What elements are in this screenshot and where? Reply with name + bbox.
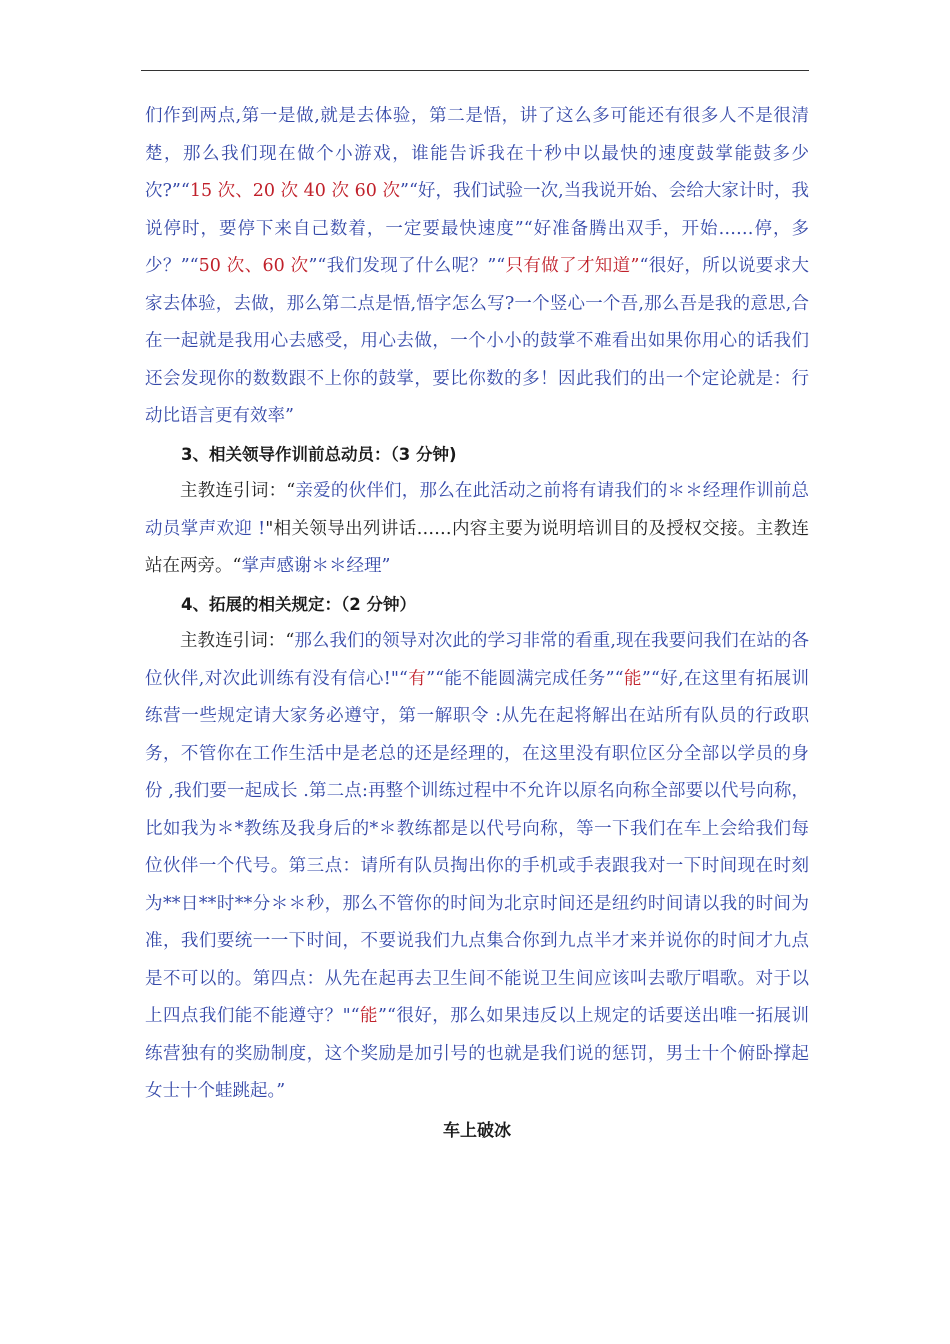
heading-rules: 4、拓展的相关规定：（2 分钟） — [181, 594, 416, 614]
p3-segment: 那么我们的领导对次此的学习非常的看重,现在我要问我们在站的各位伙伴,对次此训练有没有信心!"“ — [145, 631, 809, 689]
p1-segment: ”“我们发现了什么呢？”“ — [308, 256, 506, 276]
p2-segment: "相关领导出列讲话……内容主要为说明培训目的及授权交接。主教连站在两旁。“ — [145, 518, 809, 576]
p3-segment: 能 — [359, 1006, 378, 1026]
section-title: 车上破冰 — [443, 1120, 511, 1141]
p1-segment: 50 次、60 次 — [198, 256, 309, 276]
p3-segment: ”“好,在这里有拓展训练营一些规定请大家务必遵守，第一解职令 :从先在起将解出在站所有队员的行政职务，不管你在工作生活中是老总的还是经理的，在这里没有职位区分全部以学员的身份 ,我们要一起成长 .第二点:再整个训练过程中不允许以原名向称全部要以代号向称，比如我为＊*教练及我身后的*＊教练都是以代号向称，等一下我们在车上会给我们每位伙伴一个代号。第三点：请所有队员掏出你的手机或手表跟我对一下时间现在时刻为**日**时**分＊＊秒，那么不管你的时间为北京时间还是纽约时间请以我的时间为准，我们要统一一下时间，不要说我们九点集合你到九点半才来并说你的时间才九点是不可以的。第四点：从先在起再去卫生间不能说卫生间应该叫去歌厅唱歌。对于以上四点我们能不能遵守？"“ — [145, 668, 810, 1026]
paragraph-clapping-game — [145, 98, 809, 436]
p1-segment: “很好，所以说要求大家去体验，去做，那么第二点是悟,悟字怎么写?一个竖心一个吾,那么吾是我的意思,合在一起就是我用心去感受，用心去做，一个小小的鼓掌不难看出如果你用心的话我们还会发现你的数数跟不上你的鼓掌，要比你数的多！因此我们的出一个定论就是：行动比语言更有效率” — [145, 256, 809, 426]
p3-segment: ”“能不能圆满完成任务”“ — [426, 668, 624, 689]
p1-segment: 只有做了才知道” — [505, 256, 640, 276]
p1-segment: ”“好，我们试验一次,当我说开始、会给大家计时，我说停时，要停下来自己数着，一定要最快速度”“好准备腾出双手，开始……停，多少？”“ — [145, 181, 809, 276]
p3-segment: ”“很好，那么如果违反以上规定的话要送出唯一拓展训练营独有的奖励制度，这个奖励是加引号的也就是我们说的惩罚，男士十个俯卧撑起女士十个蛙跳起。” — [145, 1006, 809, 1101]
p3-segment: 有 — [407, 668, 427, 689]
document-body — [145, 98, 809, 1150]
paragraph-rules — [145, 623, 809, 1111]
p3-segment: 能 — [623, 668, 642, 689]
p1-segment: 15 次、20 次 40 次 60 次 — [189, 181, 401, 201]
paragraph-leader-speech — [145, 473, 809, 586]
p2-segment: 主教连引词：“ — [180, 481, 296, 501]
p1-segment: 们作到两点,第一是做,就是去体验，第二是悟，讲了这么多可能还有很多人不是很清楚，那么我们现在做个小游戏，谁能告诉我在十秒中以最快的速度鼓掌能鼓多少次?”“ — [145, 106, 809, 201]
header-rule — [141, 70, 809, 71]
p3-segment: 主教连引词：“ — [180, 631, 295, 651]
p2-segment: 亲爱的伙伴们，那么在此活动之前将有请我们的＊＊经理作训前总动员掌声欢迎 ! — [145, 481, 810, 539]
p2-segment: 掌声感谢＊＊经理” — [241, 556, 391, 576]
heading-leader-mobilization: 3、相关领导作训前总动员：（3 分钟) — [181, 444, 457, 464]
